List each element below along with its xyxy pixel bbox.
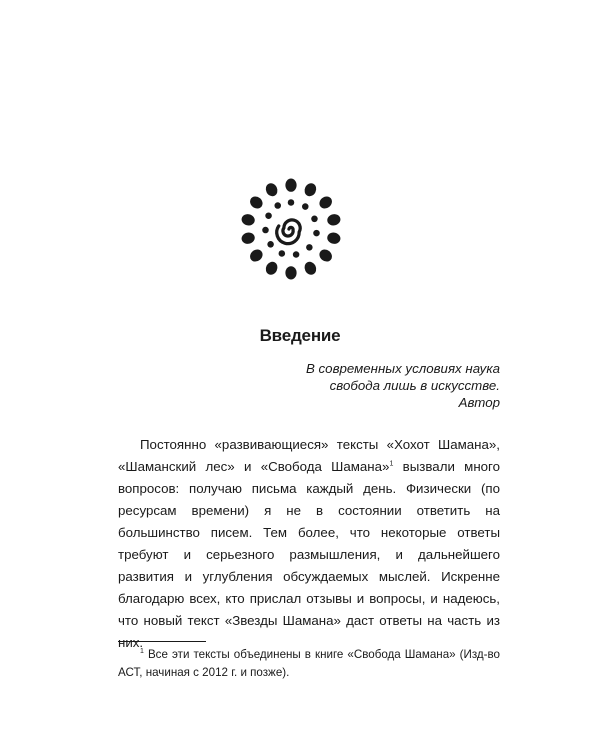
epigraph-attribution: Автор (458, 395, 500, 410)
footnote-reference[interactable]: 1 (389, 460, 394, 468)
chapter-title: Введение (259, 326, 341, 345)
epigraph (306, 360, 500, 411)
epigraph-line: свобода лишь в искусстве. (329, 378, 500, 393)
sun-spiral-ornament-icon (240, 178, 342, 280)
footnote-divider (118, 641, 206, 642)
footnote-marker: 1 (140, 648, 144, 656)
body-text-start: Постоянно «развивающиеся» тексты «Хохот Шамана», «Шаманский лес» и «Свобода Шамана» (118, 437, 500, 474)
body-paragraph (118, 434, 500, 654)
body-text-rest: вызвали много вопросов: получаю письма каждый день. Физически (по ресурсам времени) я не в состоянии ответить на большинство писем. Тем более, что некоторые ответы требуют и серьезного размышления, и дальнейшего развития и углубления обсуждаемых мыслей. Искренне благодарю всех, кто прислал отзывы и вопросы, и надеюсь, что новый текст «Звезды Шамана» даст ответы на часть из них. (118, 459, 501, 650)
footnote (118, 646, 500, 682)
footnote-text: Все эти тексты объединены в книге «Свобода Шамана» (Изд-во АСТ, начиная с 2012 г. и позже). (118, 648, 500, 679)
epigraph-line: В современных условиях наука (305, 361, 500, 376)
